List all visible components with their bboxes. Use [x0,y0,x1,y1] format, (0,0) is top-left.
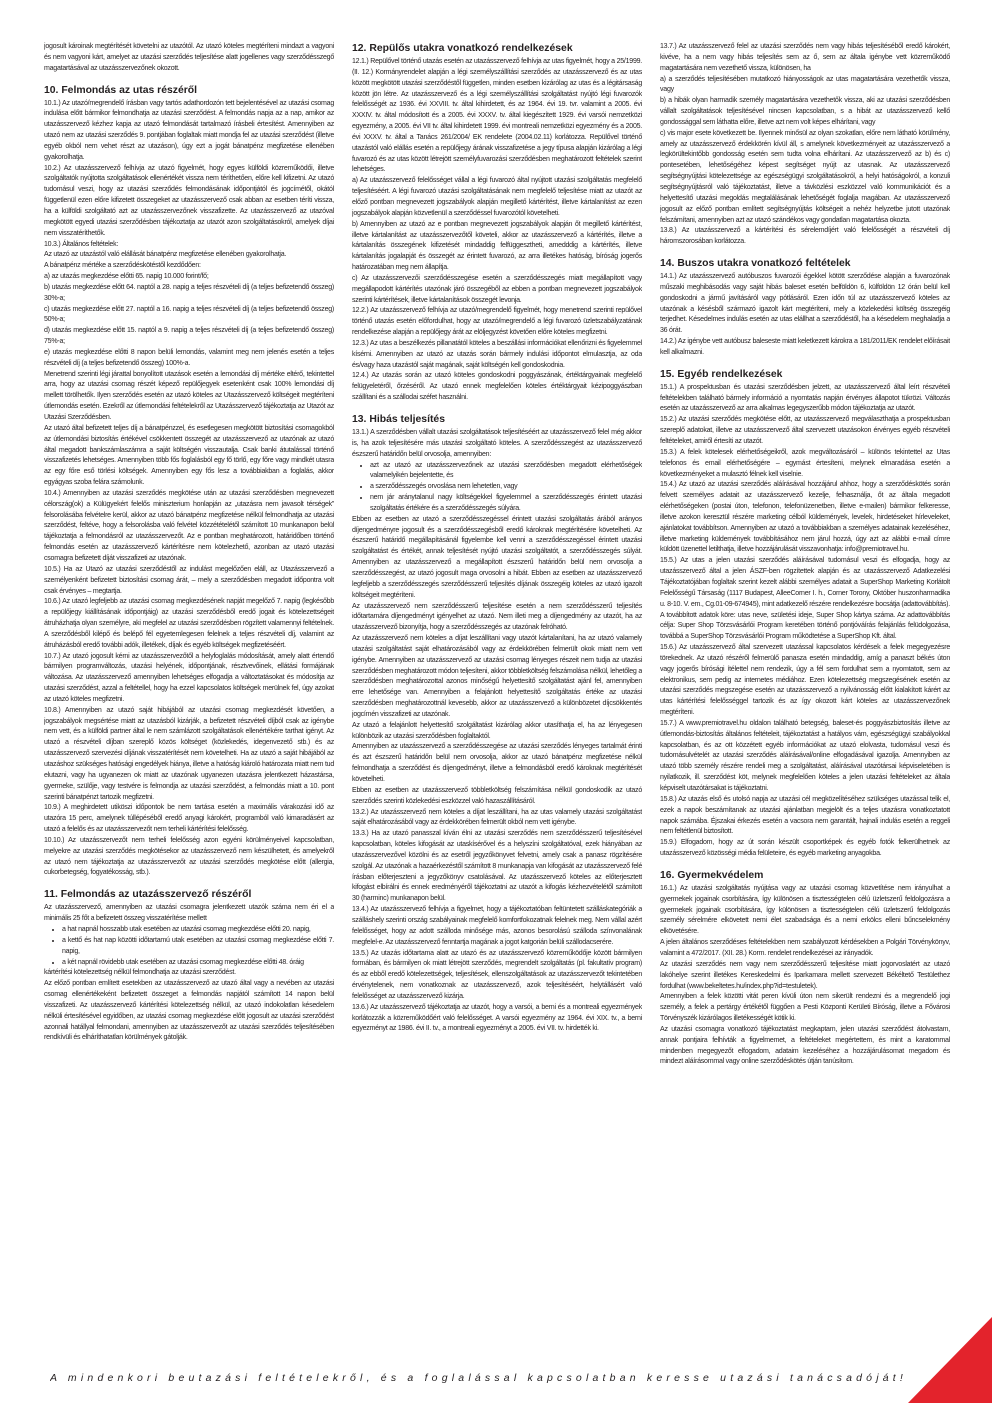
paragraph-13-7: 13.7.) Az utazásszervező felel az utazási szerződés nem vagy hibás teljesítéséből eredő károkért, kivéve, ha a nem vagy hibás teljesítés sem az ő, sem az általa igénybe vett közreműködő magatartására nem vezethető vissza, különösen, ha [660,43,950,72]
list-item: • a szerződésszegés orvoslása nem lehetetlen, vagy [370,482,642,493]
paragraph-16-4: Amennyiben a felek közötti vitát peren kívüli úton nem sikerült rendezni és a megrendelő jogi személy, a felek a pertárgy értékétől függően a Pesti Központi Kerületi Bíróság, illetve a Fővárosi Törvényszék kizárólagos illetékességét kötik ki. [660,993,950,1023]
corner-triangle [908,1317,992,1403]
paragraph-15-4: 15.4.) Az utazó az utazási szerződés aláírásával hozzájárul ahhoz, hogy a szerződéskötés során felvett személyes adatait az utazásszervező kezelje, felhasználja, őt az általa megadott elérhetőségeken (postai úton, telefonon, telefonüzenetben, illetve e-mailen) bármikor felkeresse, illetve azokon keresztül részére marketing célból küldemények, levelek, hirdetéseket hírleveleket, ajánlatokat továbbítson. Amennyiben az utazó a továbbiakban a személyes adatainak kezeléséhez, illetve marketing küldemények továbbításához nem járul hozzá, úgy azt az alábbi e-mail címre küldött üzenettel letilthatja, illetve hozzájárulását visszavonhatja: info@premiotravel.hu. [660,481,950,554]
paragraph-13-7-c: c) vis major esete következett be. Ilyennek minősül az olyan szokatlan, előre nem látható körülmény, amely az utazásszervező érdekkörén kívül áll, s amelynek következményeit az utazásszervező a legkörültekintőbb gondosság esetén sem tudta volna elhárítani. Az utazásszervező az b) és c) pontesetében, lehetőségéhez képest segítséget nyújt az utasnak. Az utazásszervező segítségnyújtási kötelezettsége az egészségügyi szolgáltatásokról, a helyi hatóságokról, a konzuli segítségnyújtásról való tájékoztatást, illetve a távközlési eszközzel való kommunikációt és a helyettesítő utazási megoldás megtalálásának lehetőségét foglalja magában. Az utazásszervező jogosult az előző pontban említett segítségnyújtás költségeit a nehéz helyzetbe jutott utazónak felszámítani, amennyiben azt az utazó szándékos vagy gondatlan magatartása okozta. [660,129,950,224]
paragraph-13-1-g: Ebben az esetben az utazásszervező többletköltség felszámítása nélkül gondoskodik az utazó szerződés szerinti közlekedési eszközzel való hazaszállításáról. [352,786,642,805]
column-middle [352,42,642,1362]
paragraph-15-7: 15.7.) A www.premiotravel.hu oldalon található betegség, baleset-és poggyászbiztosítás illetve az útlemondás-biztosítás általános feltételeit, tájékoztatást a hatályos vám, egészségügyi szabályokkal kapcsolatban, és az ott közzétett egyéb információkat az utazó elolvasta, tudomásul veszi és tudomásulvételét az utazási szerződés aláírásával/online elfogadásával igazolja. Amennyiben az utazó több személy részére rendeli meg a szolgáltatást, aláírásával utazótársai képviseletében is nyilatkozik, ill. szerződést köt, melynek megfelelően köteles a jelen utazási feltételeket az általa képviselt utazótársakat is tájékoztatni. [660,719,950,792]
paragraph-14-2: 14.2.) Az igénybe vett autóbusz baleseste miatt keletkezett károkra a 181/2011/EK rendelet előírásait kell alkalmazni. [660,338,950,356]
paragraph-13-2: 13.2.) Az utazásszervező nem köteles a díjat leszállítani, ha az utas valamely utazási szolgáltatást saját elhatározásából vagy az érdekkörében felmerült okból nem vett igénybe. [352,808,642,827]
list-item: • a két napnál rövidebb utak esetében az utazási csomag megkezdése előtti 48. óráig [62,958,334,969]
paragraph-11-3: Az előző pontban említett esetekben az utazásszervező az utazó által vagy a nevében az utazási csomag ellenértékeként befizetett összeget a felmondás napjától számított 14 napon belül visszafizeti. Az utazásszervező kártérítési kötelezettség nélkül, az utazó indokolatlan késedelem nélküli értesítésével egyidőben, az utazási csomag megkezdése előtt jogosult az utazási szerződést azonnali hatállyal felmondani, amennyiben az utazásszervezőt az utazási szerződés teljesítésében rendkívüli és elháríthatatlan körülmények gátolják. [44,980,334,1042]
bullet-list-13 [352,461,642,515]
section-13-heading: 13. Hibás teljesítés [352,414,445,425]
paragraph-13-1-c: Az utazásszervező nem szerződésszerű teljesítése esetén a nem szerződésszerű teljesítés időtartamára díjengedményt igényelhet az utazó. Nem illeti meg a díjengedmény az utazót, ha az utazásszervező bizonyítja, hogy a szerződésszegés az utazónak felróható. [352,602,642,632]
paragraph-11-1: Az utazásszervező, amennyiben az utazási csomagra jelentkezett utazók száma nem éri el a minimális 25 főt a befizetett összeg visszatérítése mellett [44,904,334,923]
paragraph-13-7-b: b) a hibák olyan harmadik személy magatartására vezethetők vissza, aki az utazási szerződésben vállalt szolgáltatások teljesítésével nincsen kapcsolatban, s a hibát az utazásszervező kellő gondossággal sem láthatta előre, illetve azt nem volt képes elhárítani, vagy [660,97,950,126]
bullet-list-11 [44,925,334,968]
paragraph-16-5: Az utazási csomagra vonatkozó tájékoztatást megkaptam, jelen utazási szerződést átolvastam, annak pontjaira felhívták a figyelmemet, a feltételeket megértettem, és mint a karatommal mindenben megegyezőt elfogadom, adataim kezeléséhez a hozzájárulásomat megadom és mindezt aláírásommal vagy online szerződéskötés útján tanúsítom. [660,1025,950,1066]
paragraph-10-1: 10.1.) Az utazó/megrendelő írásban vagy tartós adathordozón tett bejelentésével az utazási csomag indulása előtt bármikor felmondhatja az utazási szerződést. A felmondás napja az a nap, amikor az utazásszervező kézhez kapja az utazó felmondását tartalmazó írásbeli értesítést. Amennyiben az utazó nem az utazási szerződés 9. pontjában foglaltak miatt mondja fel az utazási szerződést (illetve egyéb okból nem vehet részt az utazáson), úgy ezt a jogát bánatpénz megfizetése ellenében gyakorolhatja. [44,99,334,161]
intro-paragraph: jogosult károinak megtérítését követelni az utazótól. Az utazó köteles megtéríteni mindazt a vagyoni és nem vagyoni kárt, amelyet az utazási szerződés teljesítése alatt jogellenes vagy szerződésszegő magatartásával az utazásszervezőnek okozott. [44,43,334,72]
paragraph-15-2: 15.2.) Az utazási szerződés megkötése előtt, az utazásszervező megválaszthatja a prospektusban szereplő adatokat, illetve az utazásszervező által szervezett utazásokon érvényes egyéb részvételi feltételeket, amiről értesíti az utazót. [660,416,950,445]
penalty-c: c) utazás megkezdése előtt 27. naptól a 16. napig a teljes részvételi díj (a teljes befizetendő összeg) 50%-a; [44,305,334,324]
paragraph-10-9: 10.9.) A meghirdetett utiköszi időpontok be nem tartása esetén a maximális várakozási idő az utazóra 15 perc, amelynek túllépéséből eredő anyagi károkért, programból való kimaradásért az utazó a felelős és az utazásszervezőt nem terheli kártérítési felelősség. [44,804,334,834]
paragraph-10-5: 10.5.) Ha az Utazó az utazási szerződéstől az indulást megelőzően eláll, az Utazásszervező a személyenként befizetett biztosítási csomag árát, – mely a szerződésben megadott időpontra volt csak érvényes – megtartja. [44,565,334,595]
paragraph-10-7: 10.7.) Az utazó jogosult kérni az utazásszervezőtől a helyfoglalás módosítását, amely alatt értendő bármilyen programváltozás, utazási helyének, időpontjának, résztvevőinek, ellátási formájának változása. Az utazásszervező amennyiben lehetséges elfogadja a változtatásokat és módosítja az utazási szerződést, azzal a feltétellel, hogy ha ezzel kapcsolatos költségek merülnek fel, úgy azokat az utazó köteles megfizetni. [44,652,334,703]
paragraph-13-3: 13.3.) Ha az utazó panasszal kíván élni az utazási szerződés nem szerződésszerű teljesítésével kapcsolatban, köteles kifogását az utaskísérővel és a helyszíni szolgáltatóval, ezek hiányában az utazásszervezővel közölni és az esetről jegyzőkönyvet felvetni, amely csak a panasz rögzítésére szolgál. Az utazónak a hazaérkezéstől számított 8 munkanapja van kifogását az utazásszervező felé írásban előterjeszteni a jegyzőkönyv csatolásával. Az utazásszervező köteles az előterjesztett kifogást elbírálni és ennek eredményéről tájékoztatni az utazót a kifogás kézhezvételétől számított 30 (harminc) munkanapon belül. [352,830,642,903]
paragraph-15-9: 15.9.) Elfogadom, hogy az út során készült csoportképek és egyéb fotók felkerülhetnek az utazásszervező közösségi média felületeire, és egyéb marketing anyagokba. [660,839,950,858]
section-14-heading: 14. Buszos utakra vonatkozó feltételek [660,258,851,270]
footer-notice: A mindenkori beutazási feltételekről, és a foglalással kapcsolatban keresse utazási tanácsadóját! [50,1372,908,1384]
paragraph-13-1-e: Az utazó a felajánlott helyettesítő szolgáltatást kizárólag akkor utasíthatja el, ha az lényegesen különbözik az utazási szerződésben foglaltaktól. [352,721,642,740]
paragraph-10-10: 10.10.) Az utazásszervezőt nem terheli felelősség azon egyéni körülményeivel kapcsolatban, melyekre az utazási szerződés megkötésekor az utazásszervező nem készülhetett, és amelyekről az utazó nem tájékoztatja az utazásszervezőt az utazási szerződés megkötése előtt (allergia, cukorbetegség, fogyatékosság, stb.). [44,836,334,877]
paragraph-15-8: 15.8.) Az utazás első és utolsó napja az utazási cél megközelítéséhez szükséges utazással telik el, ezek a napok beszámítanak az utazási ajánlatban megjelölt és a teljes utazásra vonatkoztatott napok számába. Éjszakai érkezés esetén a vacsora nem garantált, hajnali indulás esetén a reggeli nem feltétlenül biztosított. [660,795,950,836]
penalty-b: b) utazás megkezdése előtt 64. naptól a 28. napig a teljes részvételi díj (a teljes befizetendő összeg) 30%-a; [44,283,334,302]
paragraph-flight-penalty: Menetrend szerinti légi járattal bonyolított utazások esetén a lemondási díj mértéke eltérő, tekintettel arra, hogy az utazási csomag részét képező repülőjegyek esetenként csak 100% lemondási díj mellett törölhetők. Ilyen szerződés esetén az utazó köteles az Utazásszervező költségeit megtéríteni útlemondás esetén. Ezekről az útlemondási feltételekről az Utazásszervező tájékoztatja az Utazót az Utazási Szerződésben. [44,370,334,421]
paragraph-10-8: 10.8.) Amennyiben az utazó saját hibájából az utazási csomag megkezdését követően, a jogszabályok megsértése miatt az utazásból kizárják, a befizetett részvételi díjból csak az igénybe nem vett, és a külföldi partner által le nem számlázott szolgáltatások ellenértékére tarthat igényt. Az utazó a részvételi díjban szereplő közös költséget (közlekedés, idegenvezető stb.) és az utazásszervező szervezési díjának visszatérítését nem követelheti. Ha az utazó a saját hibájából az utazáshoz szükséges hatósági engedélyek hiánya, illetve a hatóság kiároló határozata miatt nem tud elutazni, vagy ha ugyanezen ok miatt az utazónak ugyanezen utazásra jelentkezett házastársa, gyermeke, szülője, vagy testvére is felmondja az utazási szerződést, a felmondás miatt a 10. pont szerinti bánatpénzt tartozik megfizetni. [44,706,334,801]
paragraph-10-6: 10.6.) Az utazó legfeljebb az utazási csomag megkezdésének napját megelőző 7. napig (legkésőbb a repülőjegy kiállításának időpontjáig) az utazási szerződésből eredő jogait és kötelezettségeit átruházhatja olyan személyre, aki megfelel az utazási szerződésben rögzített valamennyi feltételnek. A szerződésből kilépő és belépő fél egyetemlegesen felelnek a teljes részvételi díj, valamint az átruházásból eredő további adók, illetékek, díjak és egyéb költségek megfizetéséért. [44,598,334,649]
column-left [44,42,334,1362]
paragraph-11-2: kártérítési kötelezettség nélkül felmondhatja az utazási szerződést. [44,969,236,977]
penalty-e: e) utazás megkezdése előtti 8 napon belüli lemondás, valamint meg nem jelenés esetén a teljes részvételi díj (a teljes befizetendő összeg) 100%-a. [44,348,334,367]
list-item: • a kettő és hat nap közötti időtartamú utak esetében az utazási csomag megkezdése előtti 7. napig, [62,936,334,958]
section-11-heading: 11. Felmondás az utazásszervező részéről [44,889,252,901]
paragraph-13-5: 13.5.) Az utazás időtartama alatt az utazó és az utazásszervező közreműködője között bármilyen formában, és bármilyen ok miatt létrejött szerződés, megrendelt szolgáltatás (pl. fakultatív program) és az ebből eredő kötelezettségek, teljesítések, ellenszolgáltatások az utazásszervezőt tekintetében érvénytelenek, nem vonatkoznak az utazásszervező, azok teljesítéséért, helytállásért való felelősséget az utazásszervező kizárja. [352,949,642,1000]
paragraph-13-4: 13.4.) Az utazásszervező felhívja a figyelmet, hogy a tájékoztatóban feltüntetett szálláskategóriák a szálláshely szerinti ország szabályainak megfelelő komfortfokozatnak felelnek meg. Nem vállal azért felelősséget, hogy az adott szálloda minősége más, azonos besorolású szálloda színvonalának megfelel-e. Az utazásszervező fenntartja magának a jogot katgorián belüli szállodacserére. [352,906,642,946]
paragraph-16-2: A jelen általános szerződéses feltételekben nem szabályozott kérdésekben a Polgári Törvénykönyv, valamint a 472/2017. (XII. 28.) Korm. rendelet rendelkezései az irányadók. [660,939,950,957]
paragraph-12-1-b: b) Amennyiben az utazó az e pontban megnevezett jogszabályok alapján őt megillető kártérítést, illetve kártalanítást az utazásszervezőtől követeli, akkor az utazásszervező a kártérítés, illetve a kártalanítás összegének kifizetését mindaddig felfüggesztheti, amedddig a kártérítés, illetve kártalanítás jogalapját és összegét az érintett fuvarozó, az arra illetékes hatóság, bíróság jogerős határozatában meg nem állapítja. [352,220,642,272]
paragraph-12-1-a: a) Az utazásszervező felelősséget vállal a légi fuvarozó által nyújtott utazási szolgáltatás megfelelő teljesítéséért. A légi fuvarozó utazási szolgáltatásának nem megfelelő teljesítése miatt az utazót az előző pontban megnevezett jogszabályok alapján megillető kártérítést, illetve kártalanítást az ezen jogszabályok alapján közvetlenül a szerződéssel fuvarozótól követelheti. [352,177,642,217]
paragraph-16-3: Az utazási szerződés nem vagy nem szerződésszerű teljesítése miatt jogorvoslatért az utazó lakóhelye szerint illetékes Kereskedelmi és Iparkamara mellett szervezett Békéltető Testülethez fordulhat (www.bekeltetes.hu/index.php?id=testuletek). [660,960,950,990]
paragraph-15-1: 15.1.) A prospektusban és utazási szerződésben jelzett, az utazásszervező által leírt részvételi feltételekben található bármely információ a nyomtatás napján érvényes állapotot tükrözi. Változás esetén az utazásszervező az arra alkalmas legegyszerűbb módon tájékoztatja az utazót. [660,383,950,413]
paragraph-12-2: 12.2.) Az utazásszervező felhívja az utazó/megrendelő figyelmét, hogy menetrend szerinti repülővel történő utazás esetén előfordulhat, hogy az utazó/megrendelő a légi fuvarozó üzletszabályzatának rendelkezése alapján a repülőjegy árát az elöljegyzést követően előre köteles megfizetni. [352,307,642,337]
section-12-heading: 12. Repülős utakra vonatkozó rendelkezések [352,43,573,54]
paragraph-14-1: 14.1.) Az utazásszervező autóbuszos fuvarozói égekkel kötött szerződése alapján a fuvarozónak műszaki meghibásodás vagy saját hibás baleset esetén belföldön 6, külföldön 12 órán belül kell gondoskodni a jármű javításáról vagy pótlásáról. Ezen időn túl az utazásszervező köteles az utazónak a késésből származó igazolt kárt megtéríteni, mely a közlekedési költség összegéig terjedhet. Késedelmes indulás esetén az utas elállhat a szerződéstől, ha a késedelem meghaladja a 36 órát. [660,273,950,335]
paragraph-10-3-title: 10.3.) Általános feltételek: [44,240,119,248]
paragraph-13-7-a: a) a szerződés teljesítésében mutatkozó hiányosságok az utas magatartására vezethetők vissza, vagy [660,75,950,94]
paragraph-12-4: 12.4.) Az utazás során az utazó köteles gondoskodni poggyászának, értéktárgyainak megfelelő felügyeletéről, őrzéséről. Az utazó ennek megfelelően köteles értéktárgyait kézipoggyászban szállítani és a szállodai széfet használni. [352,372,642,402]
paragraph-13-1: 13.1.) A szerződésben vállalt utazási szolgáltatások teljesítéséért az utazásszervező felel még akkor is, ha azok teljesítésére más utazási szolgáltató köteles. A szerződésszegést az utazásszervező észszerű határidőn belül orvosolja, amennyiben: [352,429,642,458]
paragraph-12-3: 12.3.) Az utas a beszélkezés pillanatától köteles a beszállási információkat ellenőrizni és figyelemmel kísérni. Amennyiben az utazó az utazás során bármely indulási időpontot elmulasztja, az oda és/vagy haza utazástól saját magának, saját költségén kell gondoskodnia. [352,339,642,369]
list-item: • nem jár aránytalanul nagy költségekkel figyelemmel a szerződésszegés érintett utazási szolgáltatás értékére és a szerződésszegés súlyára. [370,493,642,515]
corner-triangle-decoration [908,1317,992,1403]
paragraph-15-5: 15.5.) Az utas a jelen utazási szerződés aláírásával tudomásul veszi és elfogadja, hogy az utazásszervező által a jelen ÁSZF-ben rögzítettek alapján és az utazásszervező Adatkezelési Tájékoztatójában foglaltak szerint kezelt alábbi személyes adatait a SuperShop Marketing Korlátolt Felelősségű Társaság (1117 Budapest, AlleeCorner I. h., Corner Torony, Október huszonharmadika u. 8-10. V. em., Cg.01-09-674945), mint adatkezelő részére rendelkezésre bocsátja (adattovábbítás). A továbbított adatok köre: utas neve, születési ideje, Super Shop kártya száma. Az adattovábbítás célja: Super Shop Törzsvásárlói Program keretében történő pontjóváírás felajánlás felüdolgozása, továbbá a SuperShop Törzsvásárlói Program működtetése a SuperShop Kft. által. [660,557,950,641]
section-10-heading: 10. Felmondás az utas részéről [44,84,198,96]
penalty-a: a) az utazás megkezdése előtti 65. napig 10.000 forint/fő; [44,273,209,281]
penalty-d: d) utazás megkezdése előtt 15. naptól a 9. napig a teljes részvételi díj (a teljes befizetendő összeg) 75%-a; [44,327,334,346]
paragraph-15-3: 15.3.) A felek kötelesek elérhetőségeikről, azok megváltozásáról – különös tekintettel az Utas telefonos és email elérhetőségére – egymást értesíteni, melynek elmaradása esetén a következményeket a mulasztó félnek kell viselnie. [660,448,950,478]
list-item: • a hat napnál hosszabb utak esetében az utazási csomag megkezdése előtti 20. napig, [62,925,334,936]
paragraph-16-1: 16.1.) Az utazási szolgáltatás nyújtása vagy az utazási csomag közvetítése nem irányulhat a gyermekek jogainak csorbítására, így különösen a tisztességtelen célú üzletszerű feldolgozásra a gyermekek jogainak csorbítására, így különösen a tisztességtelen célú üzletszerű feldolgozás személy sérelmére elkövetett nemi élet szabadsága és a nemi erkölcs elleni bűncselekmény elkövetésére. [660,884,950,936]
paragraph-13-8: 13.8.) Az utazásszervező a kártérítési és sérelemdíjért való felelősségét a részvételi díj háromszorosában korlátozza. [660,227,950,246]
paragraph-refund: Az utazó által befizetett teljes díj a bánatpénzzel, és esetlegesen megkötött biztosítási csomagokból az útlemondási biztosítás értékével csökkentett összegét az utazásszervező az utazónak az utazó által megadott bankszámlaszámra a saját költségén visszautalja. Csak banki átutalással történő visszafizetés lehetséges. Amennyiben több fős foglalásból egy fő törlő, egy főre vagy mindkét utasra az egy főre eső törlési költségek. Amennyiben egy fős lesz a továbbiakban a foglalás, akkor egyágyas szoba felára számolunk. [44,424,334,487]
paragraph-13-6: 13.6.) Az utazásszervező tájékoztatja az utazót, hogy a varsói, a berni és a montreali egyezmények korlátozzák a közreműködőért való felelősséget. A varsói egyezmény az 1964. évi XIX. tv., a berni egyezményt az 1986. évi II. tv., a montreali egyezményt a 2005. évi VII. tv. hirdették ki. [352,1003,642,1033]
section-16-heading: 16. Gyermekvédelem [660,869,764,881]
paragraph-10-3-general: Az utazó az utazástól való elállását bánatpénz megfizetése ellenében gyakorolhatja. [44,251,287,259]
paragraph-13-1-d: Az utazásszervező nem köteles a díjat leszállítani vagy utazót kártalanítani, ha az utazó valamely utazási szolgáltatást saját elhatározásából vagy az érdekkörében felmerült okok miatt nem vett igénybe. Amennyiben az utazásszervező az utazási csomag lényeges részeit nem tudja az utazási szerződésben meghatározott módon teljesíteni, akkor többletköltség felszámolása nélkül, lehetőleg a szerződésben meghatározottal azonos minőségű helyettesítő szolgáltatást ajánl fel, amennyiben erre lehetősége van. Amennyiben a felajánlott helyettesítő szolgáltatás értéke az utazási szerződésben meghatározottnál kevesebb, akkor az utazásszervező a különbözetet díjcsökkentés jogcímén visszafizeti az utazónak. [352,635,642,718]
document-page [44,42,950,1362]
paragraph-15-6: 15.6.) Az utazásszervező által szervezett utazással kapcsolatos kérdések a felek megegyezésre törekednek. Az utazó részéről felmerülő panasza esetén mindaddig, amíg a panaszt békés úton vagy jogerős bírósági ítélettel nem rendezik, úgy a fél sem fordulhat sem a nyomtatott, sem az elektronikus, sem pedig az internetes médiához. Ezen kötelezettség megszegésének esetén az utazási szerződés megszegése esetén az utazásszervező a nyilvánosság előtt kialakított kárért az utas kártérítési felelősséggel tartozik és az így okozott kárt köteles az utazásszervezőnek megtéríteni. [660,644,950,717]
paragraph-12-1: 12.1.) Repülővel történő utazás esetén az utazásszervező felhívja az utas figyelmét, hogy a 25/1999. (II. 12.) Kormányrendelet alapján a légi személyszállítási szerződés az utazásszervező és az utas között megkötött utazási szerződéstől független, minden esetben kizárólag az utas és a légitársaság között jön létre. Az utazásszervező és a légi személyszállítási szolgáltatást nyújtó légi fuvarozók felelősségét az 1936. évi XXVIII. tv. által kihirdetett, és az 1964. évi 19. tvr. valamint a 2005. évi XXXIV. tv. által módosított és a 2005. évi XXXV. tv. által kiegészített 1929. évi varsói nemzetközi egyezmény, a 2005. évi VII tv. által kihirdetett 1999. évi montreali nemzetközi egyezmény és a 2005. évi XXXV. tv. által a Tanács 261/2004/ EK rendelete (2004.02.11) korlátozza. Repülővel történő utazástól való elállás esetén a repülőjegy árának visszafizetése a jegy típusa alapján kizárólag a légi fuvarozó és az utas között létrejött személyfuvarozási szerződésben meghatározott feltételek szerint lehetséges. [352,58,642,174]
paragraph-10-4: 10.4.) Amennyiben az utazási szerződés megkötése után az utazási szerződésben megnevezett célország(ok) a Külügyekért felelős miniszterium honlapján az „utazásra nem javasolt térségek” felsorolásába felvételre kerül, akkor az utazó bánatpénz megfizetése nélkül felmondhatja az utazási szerződést, feltéve, hogy a felsorolásba való felvétel közzétételétől számított 10 munkanapon belül tájékoztatja a felmondásról az utazásszervezőt. Az e pontban meghatározott, határidőben történő felmondás esetén az utazásszervező kártérítésre nem kötelezhető, azonban az utazó utazási csomagra befizetett díját visszafizeti az utazónak. [44,489,334,562]
paragraph-12-1-c: c) Az utazásszervezői szerződésszegése esetén a szerződésszegés miatt megállapított vagy megállapodott kártérítés utazónak járó összegéből az ebben a pontban megnevezett jogszabályok szerinti kártérítések, illetve kártalanítások összegét levonja. [352,274,642,304]
paragraph-13-1-b: Ebben az esetben az utazó a szerződésszegéssel érintett utazási szolgáltatás árából arányos díjengedményre jogosult és a szerződésszegésből eredő károknak megtérítésére követelheti. Az észszerű határidő megállapításánál figyelembe kell venni a szerződésszegéssel érintett utazási szolgáltatást és értékét, annak teljesítését nyújtó utazási szolgáltatót, a szerződésszegés súlyát. Amennyiben az utazásszervező a megállapított észszerű határidőn belül nem orvosolja a szerződésszegést, az utazó jogosult maga orvosolni a hibát. Ebben az esetben az utazásszervező legfeljebb a szerződésszegés szerződésszerű teljesítés díjának összegéig köteles az utazó igazolt költségeit megtéríteni. [352,515,642,599]
paragraph-10-2: 10.2.) Az utazásszervező felhívja az utazó figyelmét, hogy egyes külföldi közreműködői, illetve szolgáltatók nyújtotta szolgáltatások ellenértékét vissza nem téríthetően, előre kell kifizetni. Az utazó tudomásul veszi, hogy az utazási szerződés felmondásának időpontjától és jogcímétől, okától függetlenül ezen előre kifizetett összegeket az utazásszervező csak abban az esetben téríti vissza, ha a külföldi szolgáltató azt az utazásszervezőnek visszafizette. Az utazásszervező az utazóval megkötött egyedi utazási szerződésben tájékoztatja az utazót azon szolgáltatásokról, amelyek díjai nem visszatéríthetők. [44,164,334,237]
list-item: • azt az utazó az utazásszervezőnek az utazási szerződésben megadott elérhetőségek valamelyikén bejelentette, és [370,461,642,483]
paragraph-10-3-rate: A bánatpénz mértéke a szerződéskötéstől kezdődően: [44,262,201,270]
column-right [660,42,950,1362]
section-15-heading: 15. Egyéb rendelkezések [660,368,783,380]
paragraph-13-1-f: Amennyiben az utazásszervező a szerződésszegése az utazási szerződés lényeges tartalmát érinti és azt észszerű határidőn belül nem orvosolja, akkor az utazó bánatpénz megfizetése nélkül felmondhatja a szerződést és díjengedményt, illetve a felmondásból eredő károknak megtérítését követelheti. [352,743,642,783]
